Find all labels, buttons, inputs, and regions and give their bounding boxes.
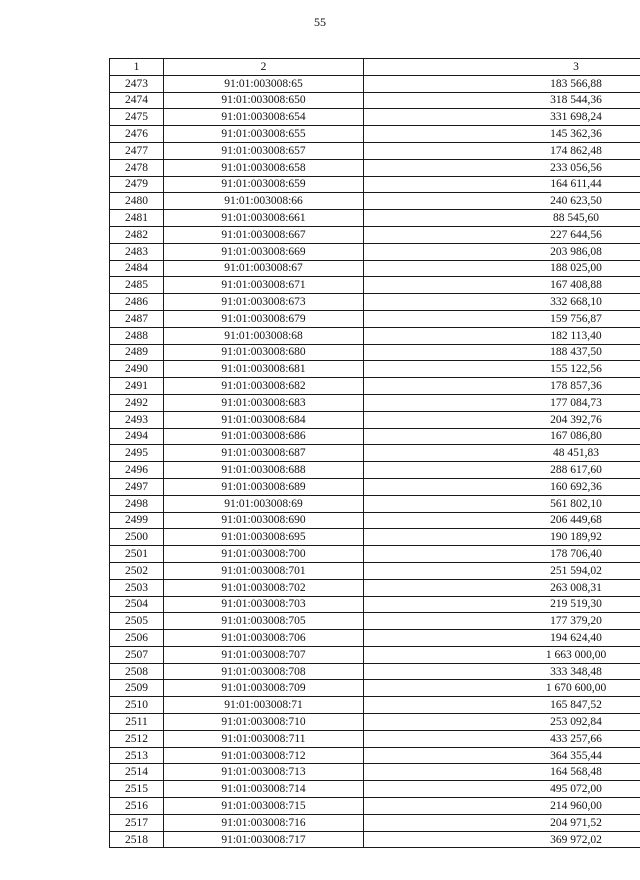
table-header [110,59,640,76]
cadastral-number-cell: 91:01:003008:684 [164,411,364,428]
cadastral-value-cell: 188 437,50 [364,344,640,361]
row-number-cell: 2512 [110,730,164,747]
table-row [110,831,640,848]
table-row [110,428,640,445]
cadastral-number-cell: 91:01:003008:701 [164,562,364,579]
cadastral-number-cell: 91:01:003008:71 [164,697,364,714]
row-number-cell: 2480 [110,193,164,210]
cadastral-number-cell: 91:01:003008:717 [164,831,364,848]
row-number-cell: 2490 [110,361,164,378]
row-number-cell: 2479 [110,176,164,193]
cadastral-number-cell: 91:01:003008:673 [164,294,364,311]
header-row [110,59,640,76]
row-number-cell: 2506 [110,630,164,647]
table-row [110,730,640,747]
table-row [110,495,640,512]
cadastral-value-cell: 204 971,52 [364,814,640,831]
table-row [110,663,640,680]
table-row [110,798,640,815]
cadastral-number-cell: 91:01:003008:683 [164,394,364,411]
cadastral-number-cell: 91:01:003008:690 [164,512,364,529]
cadastral-value-cell: 194 624,40 [364,630,640,647]
table-row [110,193,640,210]
cadastral-value-cell: 288 617,60 [364,462,640,479]
cadastral-number-cell: 91:01:003008:706 [164,630,364,647]
cadastral-number-cell: 91:01:003008:716 [164,814,364,831]
cadastral-number-cell: 91:01:003008:686 [164,428,364,445]
cadastral-value-table [109,58,640,848]
row-number-cell: 2517 [110,814,164,831]
table-row [110,126,640,143]
row-number-cell: 2492 [110,394,164,411]
cadastral-number-cell: 91:01:003008:709 [164,680,364,697]
column-header-number: 1 [110,59,164,76]
table-row [110,613,640,630]
cadastral-value-cell: 369 972,02 [364,831,640,848]
cadastral-value-cell: 331 698,24 [364,109,640,126]
table-row [110,646,640,663]
cadastral-number-cell: 91:01:003008:695 [164,529,364,546]
table-row [110,310,640,327]
cadastral-value-cell: 178 857,36 [364,378,640,395]
row-number-cell: 2487 [110,310,164,327]
row-number-cell: 2489 [110,344,164,361]
cadastral-value-cell: 160 692,36 [364,478,640,495]
row-number-cell: 2476 [110,126,164,143]
cadastral-value-cell: 332 668,10 [364,294,640,311]
cadastral-number-cell: 91:01:003008:65 [164,75,364,92]
row-number-cell: 2504 [110,596,164,613]
cadastral-number-cell: 91:01:003008:687 [164,445,364,462]
table-row [110,596,640,613]
cadastral-number-cell: 91:01:003008:700 [164,546,364,563]
table-row [110,697,640,714]
table-row [110,142,640,159]
table-row [110,92,640,109]
table-row [110,478,640,495]
row-number-cell: 2473 [110,75,164,92]
row-number-cell: 2501 [110,546,164,563]
table-row [110,630,640,647]
cadastral-value-cell: 1 670 600,00 [364,680,640,697]
cadastral-value-cell: 219 519,30 [364,596,640,613]
table-row [110,714,640,731]
cadastral-value-cell: 240 623,50 [364,193,640,210]
cadastral-value-cell: 164 611,44 [364,176,640,193]
cadastral-value-cell: 206 449,68 [364,512,640,529]
column-header-cadastral-number: 2 [164,59,364,76]
cadastral-value-cell: 178 706,40 [364,546,640,563]
table-row [110,562,640,579]
table-row [110,277,640,294]
cadastral-number-cell: 91:01:003008:682 [164,378,364,395]
cadastral-number-cell: 91:01:003008:679 [164,310,364,327]
cadastral-number-cell: 91:01:003008:711 [164,730,364,747]
cadastral-value-cell: 495 072,00 [364,781,640,798]
cadastral-number-cell: 91:01:003008:657 [164,142,364,159]
table-row [110,462,640,479]
table-row [110,411,640,428]
cadastral-value-cell: 214 960,00 [364,798,640,815]
table-row [110,814,640,831]
cadastral-number-cell: 91:01:003008:710 [164,714,364,731]
table-row [110,75,640,92]
table-row [110,394,640,411]
cadastral-value-cell: 188 025,00 [364,260,640,277]
cadastral-number-cell: 91:01:003008:67 [164,260,364,277]
cadastral-value-cell: 155 122,56 [364,361,640,378]
cadastral-value-cell: 433 257,66 [364,730,640,747]
row-number-cell: 2505 [110,613,164,630]
table-row [110,159,640,176]
row-number-cell: 2496 [110,462,164,479]
cadastral-number-cell: 91:01:003008:702 [164,579,364,596]
row-number-cell: 2477 [110,142,164,159]
cadastral-value-cell: 204 392,76 [364,411,640,428]
table-row [110,327,640,344]
cadastral-number-cell: 91:01:003008:715 [164,798,364,815]
cadastral-number-cell: 91:01:003008:661 [164,210,364,227]
row-number-cell: 2474 [110,92,164,109]
row-number-cell: 2494 [110,428,164,445]
cadastral-value-cell: 159 756,87 [364,310,640,327]
row-number-cell: 2513 [110,747,164,764]
table-row [110,243,640,260]
cadastral-value-cell: 167 408,88 [364,277,640,294]
table-row [110,210,640,227]
table-row [110,109,640,126]
column-header-value: 3 [364,59,640,76]
row-number-cell: 2511 [110,714,164,731]
row-number-cell: 2483 [110,243,164,260]
table-row [110,294,640,311]
row-number-cell: 2488 [110,327,164,344]
row-number-cell: 2485 [110,277,164,294]
row-number-cell: 2503 [110,579,164,596]
cadastral-number-cell: 91:01:003008:650 [164,92,364,109]
cadastral-value-cell: 318 544,36 [364,92,640,109]
table-row [110,781,640,798]
table-row [110,226,640,243]
row-number-cell: 2509 [110,680,164,697]
cadastral-number-cell: 91:01:003008:669 [164,243,364,260]
cadastral-value-cell: 164 568,48 [364,764,640,781]
cadastral-value-cell: 167 086,80 [364,428,640,445]
row-number-cell: 2508 [110,663,164,680]
cadastral-value-cell: 251 594,02 [364,562,640,579]
row-number-cell: 2478 [110,159,164,176]
row-number-cell: 2500 [110,529,164,546]
row-number-cell: 2516 [110,798,164,815]
row-number-cell: 2486 [110,294,164,311]
cadastral-number-cell: 91:01:003008:66 [164,193,364,210]
row-number-cell: 2515 [110,781,164,798]
cadastral-number-cell: 91:01:003008:681 [164,361,364,378]
cadastral-value-cell: 233 056,56 [364,159,640,176]
cadastral-value-cell: 263 008,31 [364,579,640,596]
cadastral-value-cell: 145 362,36 [364,126,640,143]
row-number-cell: 2510 [110,697,164,714]
cadastral-number-cell: 91:01:003008:712 [164,747,364,764]
row-number-cell: 2482 [110,226,164,243]
cadastral-number-cell: 91:01:003008:659 [164,176,364,193]
table-row [110,260,640,277]
row-number-cell: 2502 [110,562,164,579]
row-number-cell: 2481 [110,210,164,227]
table-row [110,764,640,781]
table-row [110,579,640,596]
cadastral-value-cell: 183 566,88 [364,75,640,92]
table-row [110,529,640,546]
cadastral-value-cell: 190 189,92 [364,529,640,546]
cadastral-number-cell: 91:01:003008:703 [164,596,364,613]
table-row [110,512,640,529]
cadastral-number-cell: 91:01:003008:658 [164,159,364,176]
row-number-cell: 2475 [110,109,164,126]
table-row [110,378,640,395]
cadastral-value-cell: 333 348,48 [364,663,640,680]
cadastral-value-cell: 227 644,56 [364,226,640,243]
table-row [110,445,640,462]
cadastral-value-cell: 253 092,84 [364,714,640,731]
cadastral-number-cell: 91:01:003008:654 [164,109,364,126]
table-row [110,546,640,563]
table-row [110,344,640,361]
cadastral-value-cell: 174 862,48 [364,142,640,159]
row-number-cell: 2493 [110,411,164,428]
cadastral-number-cell: 91:01:003008:667 [164,226,364,243]
cadastral-value-cell: 561 802,10 [364,495,640,512]
cadastral-value-cell: 48 451,83 [364,445,640,462]
cadastral-value-cell: 165 847,52 [364,697,640,714]
page-number: 55 [314,15,326,29]
table-body [110,75,640,848]
cadastral-number-cell: 91:01:003008:689 [164,478,364,495]
cadastral-number-cell: 91:01:003008:713 [164,764,364,781]
cadastral-number-cell: 91:01:003008:688 [164,462,364,479]
cadastral-value-cell: 177 084,73 [364,394,640,411]
cadastral-number-cell: 91:01:003008:705 [164,613,364,630]
row-number-cell: 2491 [110,378,164,395]
cadastral-number-cell: 91:01:003008:655 [164,126,364,143]
cadastral-value-cell: 1 663 000,00 [364,646,640,663]
row-number-cell: 2484 [110,260,164,277]
cadastral-number-cell: 91:01:003008:714 [164,781,364,798]
table-row [110,747,640,764]
row-number-cell: 2499 [110,512,164,529]
table-row [110,176,640,193]
cadastral-number-cell: 91:01:003008:671 [164,277,364,294]
row-number-cell: 2495 [110,445,164,462]
cadastral-number-cell: 91:01:003008:680 [164,344,364,361]
row-number-cell: 2518 [110,831,164,848]
table-row [110,680,640,697]
cadastral-value-cell: 88 545,60 [364,210,640,227]
cadastral-value-cell: 177 379,20 [364,613,640,630]
cadastral-number-cell: 91:01:003008:708 [164,663,364,680]
cadastral-value-cell: 364 355,44 [364,747,640,764]
cadastral-number-cell: 91:01:003008:69 [164,495,364,512]
table-row [110,361,640,378]
row-number-cell: 2514 [110,764,164,781]
cadastral-value-cell: 203 986,08 [364,243,640,260]
cadastral-value-cell: 182 113,40 [364,327,640,344]
cadastral-number-cell: 91:01:003008:707 [164,646,364,663]
row-number-cell: 2497 [110,478,164,495]
row-number-cell: 2498 [110,495,164,512]
row-number-cell: 2507 [110,646,164,663]
cadastral-number-cell: 91:01:003008:68 [164,327,364,344]
